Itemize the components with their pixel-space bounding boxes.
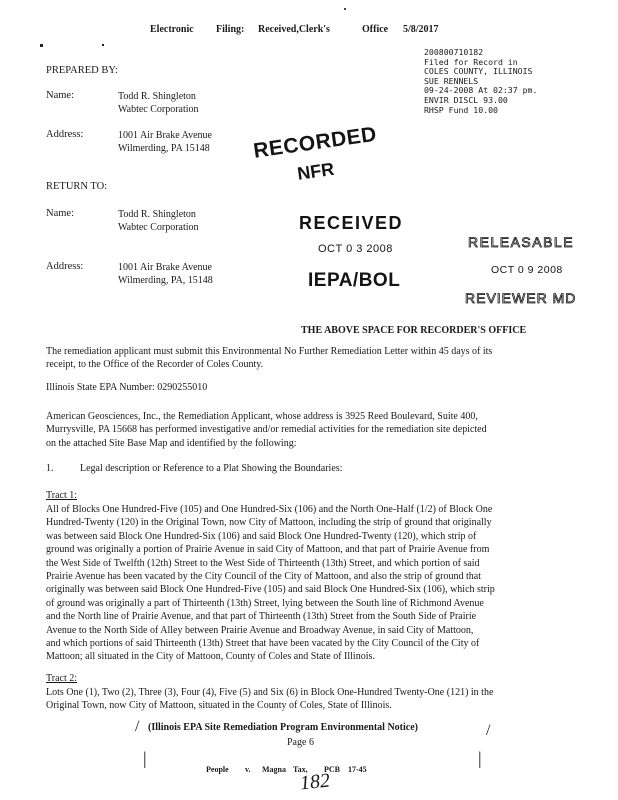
tract1-line: Hundred-Twenty (120) in the Original Town, now City of Mattoon, including the strip of ground that originally xyxy=(46,517,492,529)
receipt-line: RHSP Fund 10.00 xyxy=(424,104,498,115)
intro-line: receipt, to the Office of the Recorder of Coles County. xyxy=(46,359,264,371)
receipt-line: ENVIR DISCL 93.00 xyxy=(424,94,508,105)
header-electronic: Electronic xyxy=(150,24,194,35)
handwritten-page-number: 182 xyxy=(298,769,332,795)
footer-case: 17-45 xyxy=(348,765,367,774)
tract1-line: All of Blocks One Hundred-Five (105) and One Hundred-Six (106) and the North One-Half (1/2) of Block One xyxy=(46,504,493,515)
scan-speck xyxy=(40,44,43,47)
prepared-by-heading: PREPARED BY: xyxy=(46,65,118,76)
tract1-line: Prairie Avenue has been vacated by the City Council of the City of Mattoon, and also the strip of ground that xyxy=(46,571,481,583)
return-to-name: Todd R. Shingleton xyxy=(118,209,196,220)
receipt-line: SUE RENNELS xyxy=(424,75,479,86)
scan-speck xyxy=(344,8,346,10)
return-to-address2: Wilmerding, PA, 15148 xyxy=(118,275,213,286)
footer-notice: (Illinois EPA Site Remediation Program Environmental Notice) xyxy=(148,722,418,733)
return-to-heading: RETURN TO: xyxy=(46,181,108,192)
return-to-address1: 1001 Air Brake Avenue xyxy=(118,262,212,273)
receipt-line: 09-24-2008 At 02:37 pm. xyxy=(424,85,538,96)
tract1-line: and which portions of said Thirteenth (13th) Street that have been vacated by the City Council of the City of xyxy=(46,638,480,650)
releasable-stamp: RELEASABLE xyxy=(468,234,575,250)
scan-speck xyxy=(102,44,104,46)
recorded-stamp: RECORDED xyxy=(252,122,379,163)
header-office: Office xyxy=(362,24,389,35)
applicant-paragraph xyxy=(46,410,566,450)
nfr-stamp: NFR xyxy=(296,158,336,184)
header-filing: Filing: xyxy=(216,24,245,35)
reviewer-stamp: REVIEWER MD xyxy=(465,290,577,306)
epa-number xyxy=(46,381,566,394)
receipt-line: 200800710182 xyxy=(424,47,484,57)
tract1-line: the West Side of Twelfth (12th) Street to the West Side of Thirteenth (13th) Street, and which portion of said xyxy=(46,557,480,569)
prepared-by-name-label: Name: xyxy=(46,90,74,101)
releasable-date-stamp: OCT 0 9 2008 xyxy=(491,264,563,276)
recorder-receipt xyxy=(424,48,537,115)
iepa-bol-stamp: IEPA/BOL xyxy=(308,270,401,291)
handwritten-mark-left: / xyxy=(135,718,140,735)
return-to-address-label: Address: xyxy=(46,261,84,272)
intro-paragraph xyxy=(46,345,566,372)
prepared-by-address-label: Address: xyxy=(46,129,84,140)
applicant-line: on the attached Site Base Map and identified by the following: xyxy=(46,437,297,449)
tract1-description xyxy=(46,503,566,664)
item-number: 1. xyxy=(46,463,54,474)
tract1-label: Tract 1: xyxy=(46,490,78,501)
prepared-by-company: Wabtec Corporation xyxy=(118,104,199,115)
tract1-line: of ground was originally a part of Thirteenth (13th) Street, lying between the South line of Richmond Avenue xyxy=(46,597,484,609)
tract1-line: ground was originally a portion of Prairie Avenue in said City of Mattoon, and that part of Prairie Avenue from xyxy=(46,544,490,556)
item-text: Legal description or Reference to a Plat Showing the Boundaries: xyxy=(80,463,343,474)
prepared-by-name: Todd R. Shingleton xyxy=(118,91,196,102)
handwritten-mark-bottom-right: | xyxy=(478,748,482,768)
receipt-line: COLES COUNTY, ILLINOIS xyxy=(424,66,533,77)
applicant-line: American Geosciences, Inc., the Remediation Applicant, whose address is 3925 Reed Boulevard, Suite 400, xyxy=(46,411,478,422)
footer-magna: Magna xyxy=(262,765,286,774)
tract2-line: Lots One (1), Two (2), Three (3), Four (4), Five (5) and Six (6) in Block One-Hundred Twenty-One (121) in the xyxy=(46,687,494,698)
footer-v: v. xyxy=(245,765,251,774)
epa-number-text: Illinois State EPA Number: 0290255010 xyxy=(46,382,208,393)
tract1-line: originally was between said Block One Hundred-Five (105) and said Block One Hundred-Six (106), which strip xyxy=(46,584,495,596)
footer-people: People xyxy=(206,765,229,774)
prepared-by-address2: Wilmerding, PA 15148 xyxy=(118,143,210,154)
footer-page: Page 6 xyxy=(287,737,314,748)
prepared-by-address1: 1001 Air Brake Avenue xyxy=(118,130,212,141)
return-to-name-label: Name: xyxy=(46,208,74,219)
handwritten-mark-right: / xyxy=(486,722,491,739)
tract2-description xyxy=(46,686,566,713)
tract1-line: and the North line of Prairie Avenue, and that part of Thirteenth (13th) Street from the South Side of Prairie xyxy=(46,611,477,623)
intro-line: The remediation applicant must submit this Environmental No Further Remediation Letter within 45 days of its xyxy=(46,346,493,357)
tract1-line: was between said Block One Hundred-Six (106) and said Block One Hundred-Twenty (120), which strip of xyxy=(46,530,477,542)
tract1-line: Mattoon; all situated in the City of Mattoon, County of Coles and State of Illinois. xyxy=(46,651,375,663)
header-date: 5/8/2017 xyxy=(403,24,439,35)
footer-tax: Tax, xyxy=(293,765,308,774)
tract1-line: Avenue to the North Side of Alley between Prairie Avenue and Broadway Avenue, in said City of Mattoon, xyxy=(46,624,474,636)
header-received: Received,Clerk's xyxy=(258,24,330,35)
recorder-space-label: THE ABOVE SPACE FOR RECORDER'S OFFICE xyxy=(301,325,527,336)
handwritten-mark-bottom-left: | xyxy=(143,748,147,768)
footer-pcb: PCB xyxy=(324,765,340,774)
applicant-line: Murrysville, PA 15668 has performed investigative and/or remedial activities for the remediation site depicted xyxy=(46,424,487,436)
receipt-line: Filed for Record in xyxy=(424,56,518,67)
tract2-label: Tract 2: xyxy=(46,673,78,684)
tract2-line: Original Town, now City of Mattoon, situated in the County of Coles, State of Illinois. xyxy=(46,700,392,712)
return-to-company: Wabtec Corporation xyxy=(118,222,199,233)
received-stamp: RECEIVED xyxy=(299,213,404,233)
received-date-stamp: OCT 0 3 2008 xyxy=(318,243,393,255)
